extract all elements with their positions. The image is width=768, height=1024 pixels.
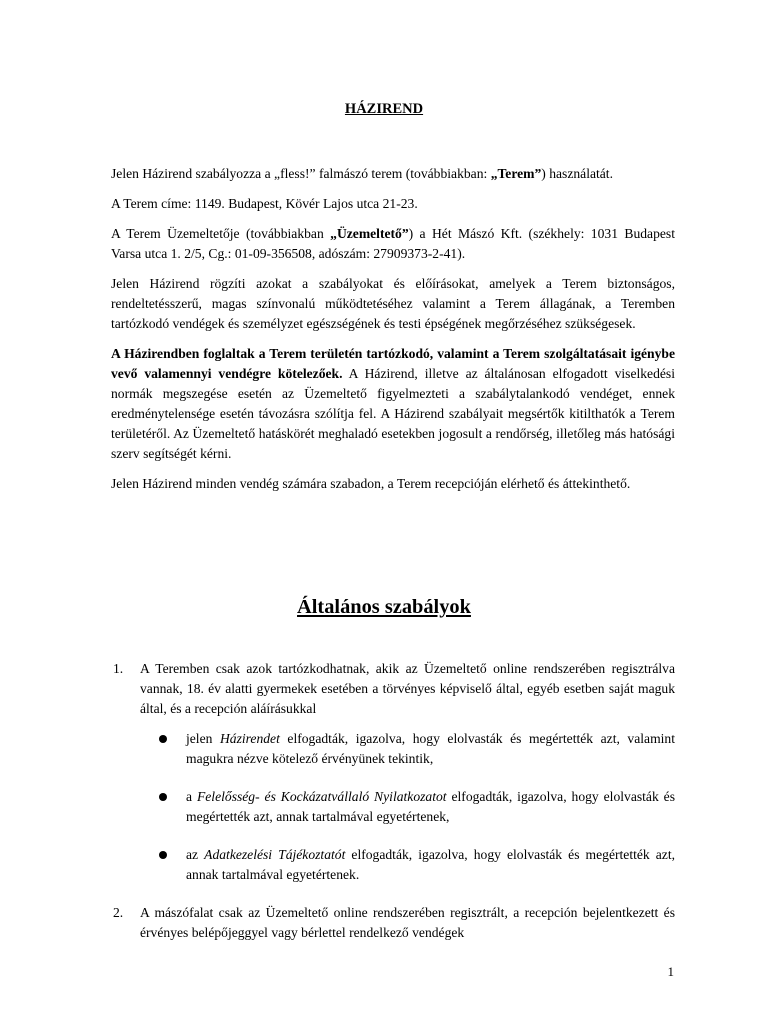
intro-paragraph-4: Jelen Házirend rögzíti azokat a szabályokat és előírásokat, amelyek a Terem biztonságos, rendeltetésszerű, magas színvonalú működtetéséhez valamint a Terem állagának, a Teremben tartózkodó vendégek és személyzet egészségének és testi épségének megőrzéséhez szükségesek. [111,276,675,331]
list-item-text: A Teremben csak azok tartózkodhatnak, akik az Üzemeltető online rendszerében regisztrálva vannak, 18. év alatti gyermekek esetében a törvényes képviselő által, egyéb esetben saját maguk által, és a recepción aláírásukkal [140,661,675,716]
intro-p5-bold: A Házirendben foglaltak a Terem területén tartózkodó, valamint a Terem szolgáltatásait igénybe vevő valamennyi vendégre kötelezőek. [111,346,675,381]
bullet-item [140,787,675,827]
bullet-italic: Felelősség- és Kockázatvállaló Nyilatkozatot [196,789,447,804]
intro-p5-text: A Házirend, illetve az általánosan elfogadott viselkedési normák megszegése esetén az Üzemeltető figyelmezteti a szabálytalankodó vendéget, ennek eredménytelensége esetén távozásra szólítja fel. A Házirend szabályait megsértők kitilthatók a Terem területéről. Az Üzemeltető hatáskörét meghaladó esetekben jogosult a rendőrség, illetőleg más hatósági szerv segítségét kérni. [111,366,675,461]
intro-paragraph-2: A Terem címe: 1149. Budapest, Kövér Lajos utca 21-23. [111,196,418,211]
bullet-icon [159,793,167,801]
bullet-italic: Adatkezelési Tájékoztatót [204,847,346,862]
intro-p1-tail: ) használatát. [541,166,613,181]
list-number: 1. [113,661,124,676]
list-item [111,903,675,943]
uzemelteto-term: „Üzemeltető” [330,226,409,241]
bullet-text: jelen [186,731,220,746]
intro-section [111,164,675,504]
list-item [111,659,675,885]
bullet-icon [159,851,167,859]
intro-p1-text: Jelen Házirend szabályozza a „fless!” falmászó terem (továbbiakban: [111,166,491,181]
rules-list [111,659,675,953]
intro-paragraph-5 [111,344,675,464]
terem-term: „Terem” [490,166,542,181]
intro-p3-tail: ) a Hét Mászó Kft. (székhely: 1031 Budapest Varsa utca 1. 2/5, Cg.: 01-09-356508, adószám: 27909373-2-41). [111,226,675,261]
bullet-text: elfogadták, igazolva, hogy elolvasták és megértették azt, valamint magukra nézve kötelező érvényünek tekintik, [186,731,675,766]
document-title: HÁZIREND [344,101,424,117]
bullet-item [140,729,675,769]
bullet-text: a [186,789,197,804]
intro-p3-text: A Terem Üzemeltetője (továbbiakban [111,226,331,241]
bullet-text: elfogadták, igazolva, hogy elolvasták és megértették azt, annak tartalmával egyetértenek, [186,789,676,824]
page-number: 1 [667,964,674,979]
bullet-item [140,845,675,885]
bullet-italic: Házirendet [219,731,280,746]
bullet-list [140,729,675,885]
intro-paragraph-6: Jelen Házirend minden vendég számára szabadon, a Terem recepcióján elérhető és áttekinthető. [111,476,631,491]
intro-paragraph-3 [111,224,675,264]
list-number: 2. [113,905,124,920]
bullet-icon [159,735,167,743]
list-item-text: A mászófalat csak az Üzemeltető online rendszerében regisztrált, a recepción bejelentkezett és érvényes belépőjeggyel vagy bérlettel rendelkező vendégek [140,905,675,940]
intro-paragraph-1 [111,164,675,184]
bullet-text: az [186,847,205,862]
bullet-text: elfogadták, igazolva, hogy elolvasták és megértették azt, annak tartalmával egyetértenek. [186,847,676,882]
section-title: Általános szabályok [297,596,471,618]
